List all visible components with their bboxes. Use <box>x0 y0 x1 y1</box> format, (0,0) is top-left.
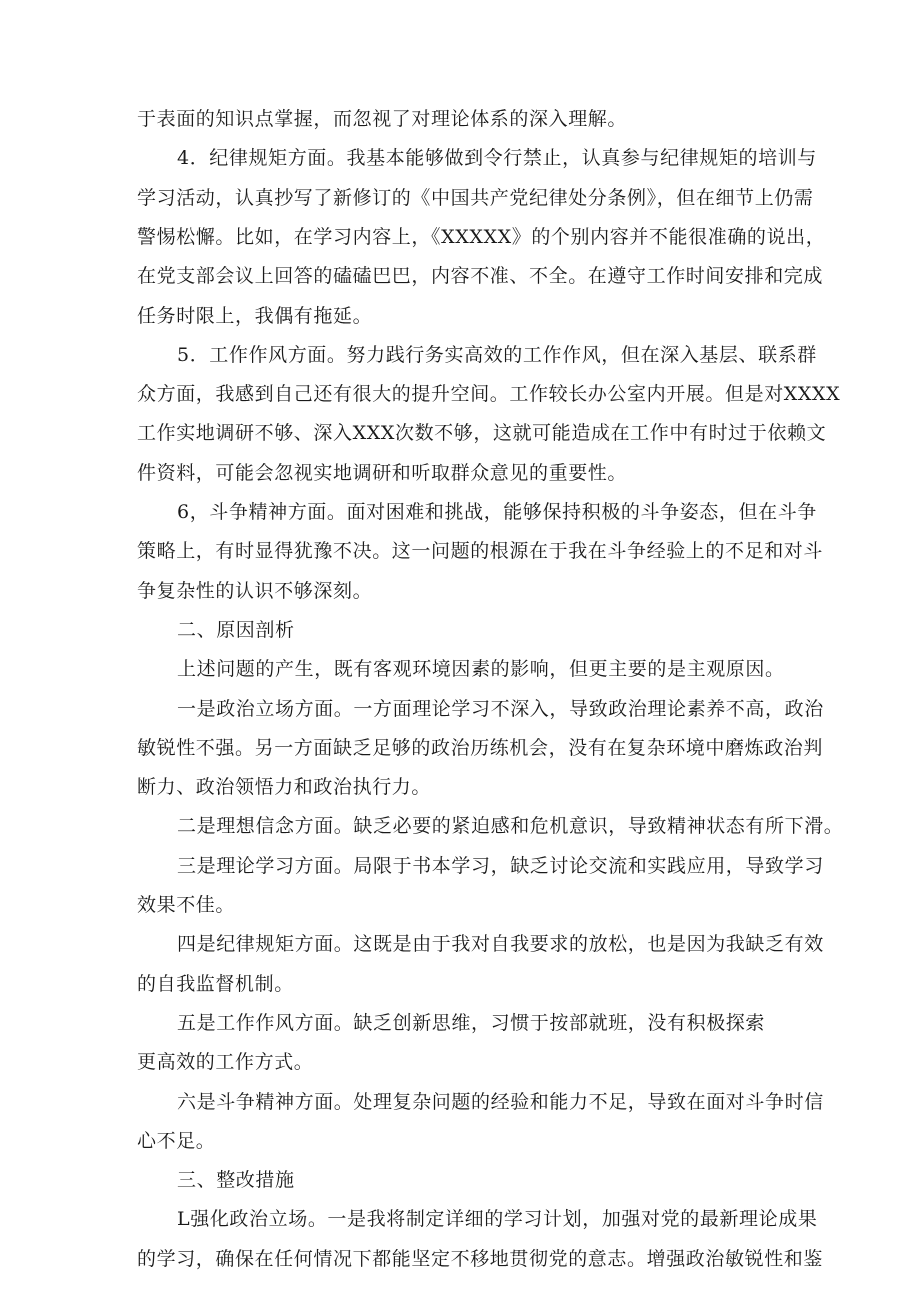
text-line: 策略上，有时显得犹豫不决。这一问题的根源在于我在斗争经验上的不足和对斗 <box>137 540 824 562</box>
text-line: L强化政治立场。一是我将制定详细的学习计划，加强对党的最新理论成果 <box>177 1208 818 1230</box>
text-line: 上述问题的产生，既有客观环境因素的影响，但更主要的是主观原因。 <box>177 658 785 680</box>
text-line: 心不足。 <box>137 1130 216 1152</box>
text-line: 学习活动，认真抄写了新修订的《中国共产党纪律处分条例》，但在细节上仍需 <box>137 187 814 209</box>
text-line: 件资料，可能会忽视实地调研和听取群众意见的重要性。 <box>137 462 628 484</box>
text-line: 三是理论学习方面。局限于书本学习，缺乏讨论交流和实践应用，导致学习 <box>177 855 824 877</box>
text-line: 更高效的工作方式。 <box>137 1051 314 1073</box>
text-line: 五是工作作风方面。缺乏创新思维，习惯于按部就班，没有积极探索 <box>177 1012 766 1034</box>
text-line: 的学习，确保在任何情况下都能坚定不移地贯彻党的意志。增强政治敏锐性和鉴 <box>137 1248 824 1270</box>
text-line: 4．纪律规矩方面。我基本能够做到令行禁止，认真参与纪律规矩的培训与 <box>177 147 817 169</box>
text-line: 的自我监督机制。 <box>137 973 294 995</box>
section-heading: 三、整改措施 <box>177 1169 295 1191</box>
text-line: 四是纪律规矩方面。这既是由于我对自我要求的放松，也是因为我缺乏有效 <box>177 933 824 955</box>
text-line: 效果不佳。 <box>137 894 236 916</box>
text-line: 断力、政治领悟力和政治执行力。 <box>137 776 432 798</box>
text-line: 二是理想信念方面。缺乏必要的紧迫感和危机意识，导致精神状态有所下滑。 <box>177 815 844 837</box>
text-line: 于表面的知识点掌握，而忽视了对理论体系的深入理解。 <box>137 108 628 130</box>
text-line: 工作实地调研不够、深入XXX次数不够，这就可能造成在工作中有时过于依赖文 <box>137 422 827 444</box>
text-line: 六是斗争精神方面。处理复杂问题的经验和能力不足，导致在面对斗争时信 <box>177 1091 824 1113</box>
section-heading: 二、原因剖析 <box>177 619 295 641</box>
text-line: 敏锐性不强。另一方面缺乏足够的政治历练机会，没有在复杂环境中磨炼政治判 <box>137 737 824 759</box>
text-line: 6，斗争精神方面。面对困难和挑战，能够保持积极的斗争姿态，但在斗争 <box>177 501 817 523</box>
text-line: 众方面，我感到自己还有很大的提升空间。工作较长办公室内开展。但是对XXXX <box>137 383 841 405</box>
text-line: 任务时限上，我偶有拖延。 <box>137 305 373 327</box>
text-line: 警惕松懈。比如，在学习内容上，《XXXXX》的个别内容并不能很准确的说出， <box>137 226 826 248</box>
text-line: 5．工作作风方面。努力践行务实高效的工作作风，但在深入基层、联系群 <box>177 344 817 366</box>
text-line: 争复杂性的认识不够深刻。 <box>137 580 373 602</box>
text-line: 在党支部会议上回答的磕磕巴巴，内容不准、不全。在遵守工作时间安排和完成 <box>137 265 824 287</box>
text-line: 一是政治立场方面。一方面理论学习不深入，导致政治理论素养不高，政治 <box>177 698 824 720</box>
